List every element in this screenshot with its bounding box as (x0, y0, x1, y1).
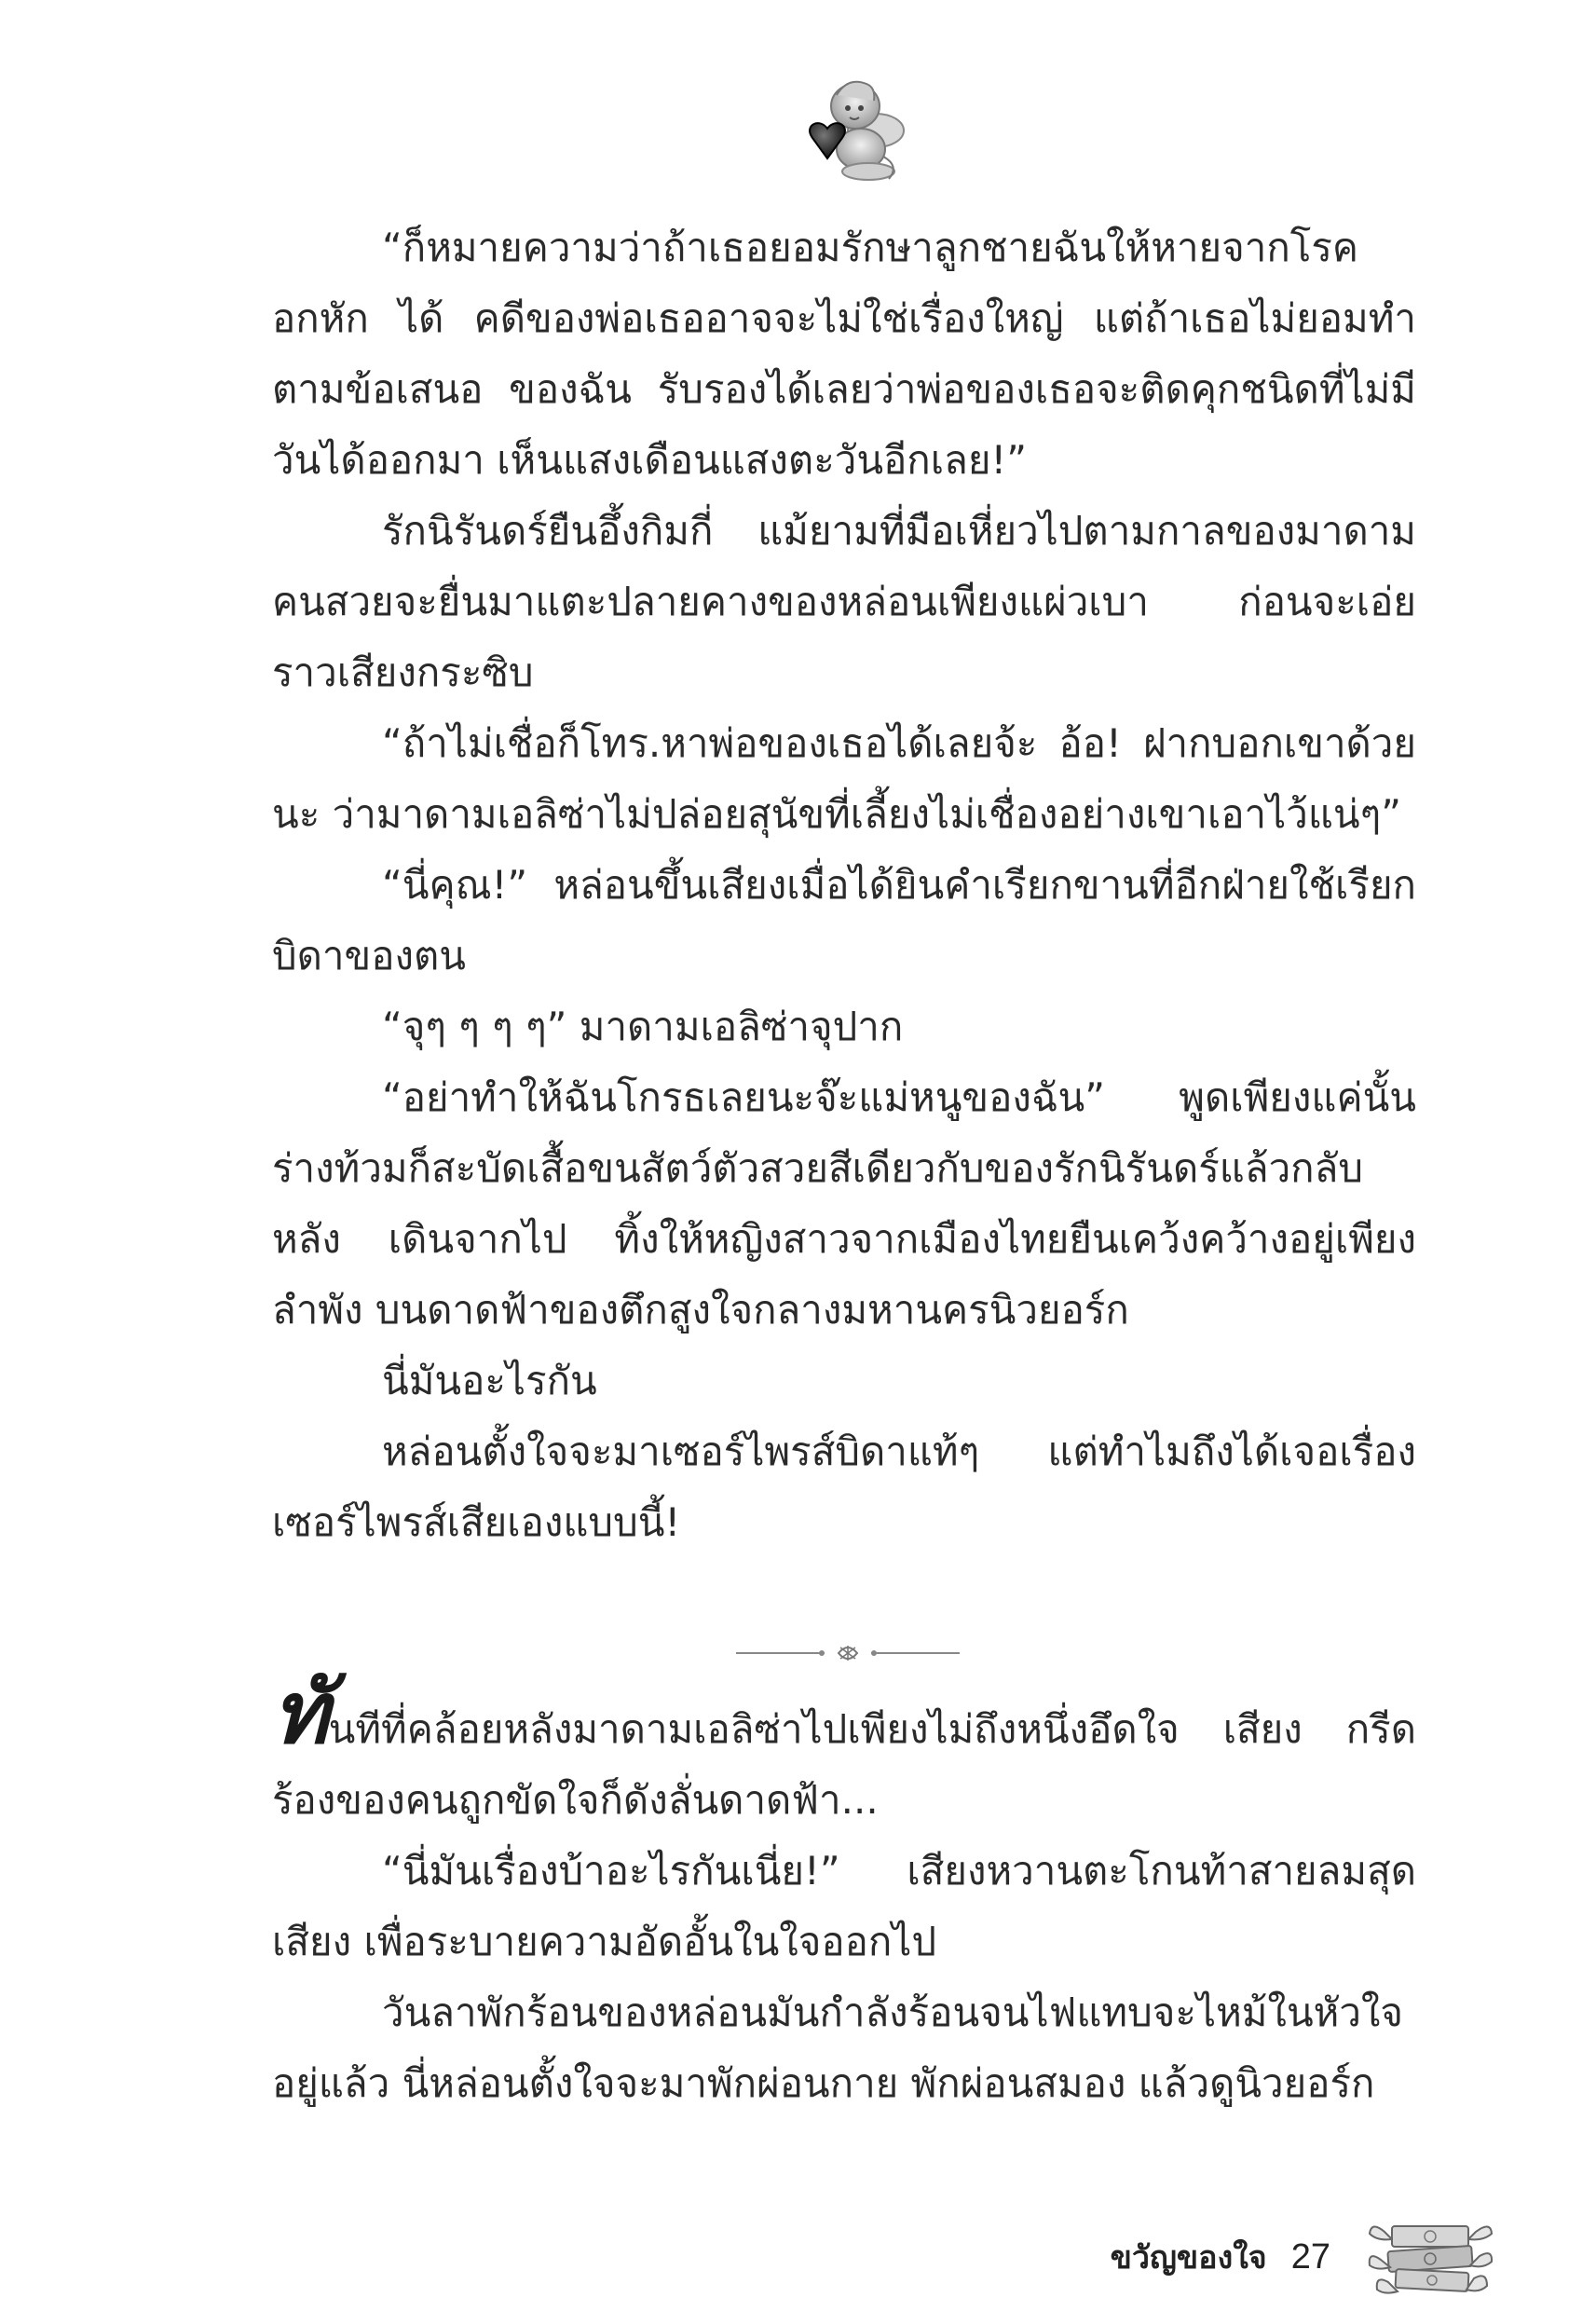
page-number: 27 (1290, 2236, 1330, 2277)
paragraph-rest: นทีที่คล้อยหลังมาดามเอลิซ่าไปเพียงไม่ถึงหนึ่งอึดใจ เสียง กรีดร้องของคนถูกขัดใจก็ดังลั่นดาดฟ้า... (272, 1706, 1416, 1823)
drop-cap: ทั (272, 1662, 329, 1763)
paragraph: “ถ้าไม่เชื่อก็โทร.หาพ่อของเธอได้เลยจ้ะ อ้อ! ฝากบอกเขาด้วยนะ ว่ามาดามเอลิซ่าไม่ปล่อยสุนัขที่เลี้ยงไม่เชื่องอย่างเขาเอาไว้แน่ๆ” (272, 720, 1416, 837)
ornamental-divider-icon (736, 1644, 960, 1662)
winged-banknotes-icon (1368, 2213, 1494, 2299)
paragraph-with-dropcap (272, 1662, 1416, 1836)
section-2-text (272, 1662, 1416, 2119)
paragraph: “นี่มันเรื่องบ้าอะไรกันเนี่ย!” เสียงหวานตะโกนท้าสายลมสุดเสียง เพื่อระบายความอัดอั้นในใจออกไป (272, 1848, 1416, 1964)
cupid-with-heart-icon (783, 73, 913, 185)
running-title: ขวัญของใจ (1110, 2239, 1267, 2277)
paragraph: “จุๆ ๆ ๆ ๆ” มาดามเอลิซ่าจุปาก (382, 1004, 904, 1049)
paragraph: นี่มันอะไรกัน (382, 1358, 597, 1403)
paragraph: หล่อนตั้งใจจะมาเซอร์ไพรส์บิดาแท้ๆ แต่ทำไมถึงได้เจอเรื่อง เซอร์ไพรส์เสียเองแบบนี้! (272, 1429, 1416, 1545)
page-footer (1111, 2229, 1330, 2285)
paragraph: “อย่าทำให้ฉันโกรธเลยนะจ๊ะแม่หนูของฉัน” พูดเพียงแค่นั้น ร่างท้วมก็สะบัดเสื้อขนสัตว์ตัวสวยสีเดียวกับของรักนิรันดร์แล้วกลับหลัง เดินจากไป ทิ้งให้หญิงสาวจากเมืองไทยยืนเคว้งคว้างอยู่เพียงลำพัง บนดาดฟ้าของตึกสูงใจกลางมหานครนิวยอร์ก (272, 1074, 1416, 1333)
paragraph: “ก็หมายความว่าถ้าเธอยอมรักษาลูกชายฉันให้หายจากโรคอกหัก ได้ คดีของพ่อเธออาจจะไม่ใช่เรื่องใหญ่ แต่ถ้าเธอไม่ยอมทำตามข้อเสนอ ของฉัน รับรองได้เลยว่าพ่อของเธอจะติดคุกชนิดที่ไม่มีวันได้ออกมา เห็นแสงเดือนแสงตะวันอีกเลย!” (272, 225, 1416, 483)
paragraph: วันลาพักร้อนของหล่อนมันกำลังร้อนจนไฟแทบจะไหม้ในหัวใจ อยู่แล้ว นี่หล่อนตั้งใจจะมาพักผ่อนกาย พักผ่อนสมอง แล้วดูนิวยอร์ก (272, 1990, 1404, 2106)
paragraph: รักนิรันดร์ยืนอึ้งกิมกี่ แม้ยามที่มือเหี่ยวไปตามกาลของมาดาม คนสวยจะยื่นมาแตะปลายคางของหล่อนเพียงแผ่วเบา ก่อนจะเอ่ย ราวเสียงกระซิบ (272, 508, 1416, 695)
paragraph: “นี่คุณ!” หล่อนขึ้นเสียงเมื่อได้ยินคำเรียกขานที่อีกฝ่ายใช้เรียก บิดาของตน (272, 862, 1416, 978)
section-1-text (272, 212, 1416, 1558)
